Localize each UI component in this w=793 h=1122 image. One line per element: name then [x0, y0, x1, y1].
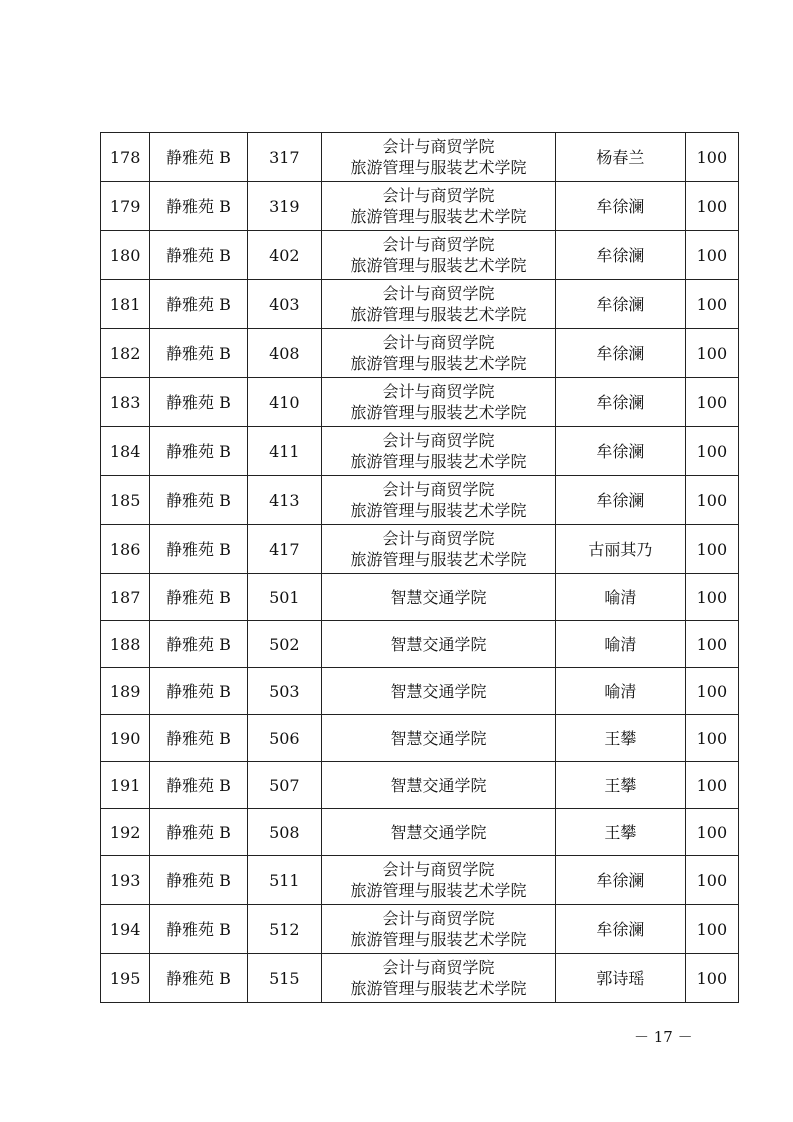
row-number-cell: 183: [101, 378, 150, 427]
row-number-cell: 179: [101, 182, 150, 231]
building-cell: 静雅苑 B: [150, 715, 247, 762]
college-name: 会计与商贸学院: [382, 480, 495, 499]
person-in-charge-cell: 牟徐澜: [556, 427, 686, 476]
table-row: [101, 427, 739, 476]
person-in-charge-cell: 古丽其乃: [556, 525, 686, 574]
score-cell: 100: [685, 621, 738, 668]
college-name: 智慧交通学院: [390, 681, 487, 701]
row-number-cell: 186: [101, 525, 150, 574]
person-in-charge-cell: 牟徐澜: [556, 476, 686, 525]
person-in-charge-cell: 牟徐澜: [556, 231, 686, 280]
building-cell: 静雅苑 B: [150, 856, 247, 905]
table-row: [101, 621, 739, 668]
room-cell: 515: [247, 954, 321, 1003]
room-cell: 410: [247, 378, 321, 427]
score-cell: 100: [685, 954, 738, 1003]
college-name: 会计与商贸学院: [382, 186, 495, 205]
page-number: － 17 －: [634, 1028, 693, 1046]
college-name: 会计与商贸学院: [382, 431, 495, 450]
table-row: [101, 378, 739, 427]
person-in-charge-cell: 喻清: [556, 668, 686, 715]
score-cell: 100: [685, 856, 738, 905]
college-name: 旅游管理与服装艺术学院: [350, 501, 527, 520]
building-cell: 静雅苑 B: [150, 133, 247, 182]
table-row: [101, 231, 739, 280]
row-number-cell: 194: [101, 905, 150, 954]
table-row: [101, 280, 739, 329]
room-cell: 506: [247, 715, 321, 762]
college-name: 会计与商贸学院: [382, 909, 495, 928]
college-name: 智慧交通学院: [390, 587, 487, 607]
college-name: 会计与商贸学院: [382, 333, 495, 352]
dormitory-score-table: [100, 132, 739, 1003]
college-name: 旅游管理与服装艺术学院: [350, 354, 527, 373]
table-row: [101, 182, 739, 231]
college-name: 会计与商贸学院: [382, 382, 495, 401]
score-cell: 100: [685, 905, 738, 954]
room-cell: 402: [247, 231, 321, 280]
building-cell: 静雅苑 B: [150, 427, 247, 476]
table-row: [101, 905, 739, 954]
building-cell: 静雅苑 B: [150, 378, 247, 427]
score-cell: 100: [685, 809, 738, 856]
row-number-cell: 189: [101, 668, 150, 715]
row-number-cell: 178: [101, 133, 150, 182]
building-cell: 静雅苑 B: [150, 329, 247, 378]
building-cell: 静雅苑 B: [150, 668, 247, 715]
room-cell: 417: [247, 525, 321, 574]
college-name: 旅游管理与服装艺术学院: [350, 207, 527, 226]
table-body: [101, 133, 739, 1003]
table-row: [101, 574, 739, 621]
college-cell: [322, 329, 556, 378]
college-name: 旅游管理与服装艺术学院: [350, 403, 527, 422]
college-name: 会计与商贸学院: [382, 235, 495, 254]
college-cell: [322, 809, 556, 856]
row-number-cell: 181: [101, 280, 150, 329]
score-cell: 100: [685, 476, 738, 525]
room-cell: 511: [247, 856, 321, 905]
college-cell: [322, 668, 556, 715]
row-number-cell: 182: [101, 329, 150, 378]
college-name: 旅游管理与服装艺术学院: [350, 305, 527, 324]
room-cell: 408: [247, 329, 321, 378]
person-in-charge-cell: 牟徐澜: [556, 280, 686, 329]
college-cell: [322, 762, 556, 809]
row-number-cell: 185: [101, 476, 150, 525]
college-cell: [322, 280, 556, 329]
row-number-cell: 180: [101, 231, 150, 280]
college-name: 会计与商贸学院: [382, 860, 495, 879]
room-cell: 502: [247, 621, 321, 668]
score-cell: 100: [685, 378, 738, 427]
college-name: 会计与商贸学院: [382, 284, 495, 303]
room-cell: 411: [247, 427, 321, 476]
table-row: [101, 762, 739, 809]
college-name: 旅游管理与服装艺术学院: [350, 881, 527, 900]
table-row: [101, 715, 739, 762]
row-number-cell: 190: [101, 715, 150, 762]
row-number-cell: 191: [101, 762, 150, 809]
college-cell: [322, 856, 556, 905]
row-number-cell: 192: [101, 809, 150, 856]
row-number-cell: 187: [101, 574, 150, 621]
college-cell: [322, 133, 556, 182]
score-cell: 100: [685, 715, 738, 762]
table-row: [101, 133, 739, 182]
building-cell: 静雅苑 B: [150, 182, 247, 231]
table-row: [101, 476, 739, 525]
college-cell: [322, 574, 556, 621]
person-in-charge-cell: 牟徐澜: [556, 856, 686, 905]
table-row: [101, 668, 739, 715]
score-cell: 100: [685, 574, 738, 621]
score-cell: 100: [685, 182, 738, 231]
college-cell: [322, 378, 556, 427]
room-cell: 503: [247, 668, 321, 715]
building-cell: 静雅苑 B: [150, 905, 247, 954]
room-cell: 317: [247, 133, 321, 182]
building-cell: 静雅苑 B: [150, 476, 247, 525]
building-cell: 静雅苑 B: [150, 954, 247, 1003]
person-in-charge-cell: 王攀: [556, 715, 686, 762]
person-in-charge-cell: 郭诗瑶: [556, 954, 686, 1003]
score-cell: 100: [685, 280, 738, 329]
building-cell: 静雅苑 B: [150, 621, 247, 668]
score-cell: 100: [685, 133, 738, 182]
room-cell: 512: [247, 905, 321, 954]
score-cell: 100: [685, 231, 738, 280]
building-cell: 静雅苑 B: [150, 280, 247, 329]
room-cell: 403: [247, 280, 321, 329]
college-name: 会计与商贸学院: [382, 137, 495, 156]
college-name: 旅游管理与服装艺术学院: [350, 452, 527, 471]
score-cell: 100: [685, 525, 738, 574]
college-name: 智慧交通学院: [390, 634, 487, 654]
room-cell: 507: [247, 762, 321, 809]
college-cell: [322, 427, 556, 476]
college-name: 旅游管理与服装艺术学院: [350, 930, 527, 949]
score-cell: 100: [685, 762, 738, 809]
room-cell: 319: [247, 182, 321, 231]
college-name: 智慧交通学院: [390, 775, 487, 795]
person-in-charge-cell: 牟徐澜: [556, 378, 686, 427]
building-cell: 静雅苑 B: [150, 574, 247, 621]
table-row: [101, 809, 739, 856]
table-row: [101, 954, 739, 1003]
row-number-cell: 193: [101, 856, 150, 905]
room-cell: 413: [247, 476, 321, 525]
table-row: [101, 329, 739, 378]
row-number-cell: 184: [101, 427, 150, 476]
person-in-charge-cell: 喻清: [556, 621, 686, 668]
college-name: 旅游管理与服装艺术学院: [350, 256, 527, 275]
college-name: 智慧交通学院: [390, 728, 487, 748]
college-cell: [322, 905, 556, 954]
college-cell: [322, 715, 556, 762]
building-cell: 静雅苑 B: [150, 809, 247, 856]
college-name: 会计与商贸学院: [382, 958, 495, 977]
person-in-charge-cell: 牟徐澜: [556, 182, 686, 231]
table-row: [101, 525, 739, 574]
row-number-cell: 188: [101, 621, 150, 668]
person-in-charge-cell: 牟徐澜: [556, 329, 686, 378]
person-in-charge-cell: 牟徐澜: [556, 905, 686, 954]
college-cell: [322, 954, 556, 1003]
college-cell: [322, 231, 556, 280]
college-cell: [322, 621, 556, 668]
building-cell: 静雅苑 B: [150, 231, 247, 280]
room-cell: 508: [247, 809, 321, 856]
building-cell: 静雅苑 B: [150, 525, 247, 574]
person-in-charge-cell: 王攀: [556, 762, 686, 809]
score-cell: 100: [685, 329, 738, 378]
person-in-charge-cell: 喻清: [556, 574, 686, 621]
row-number-cell: 195: [101, 954, 150, 1003]
building-cell: 静雅苑 B: [150, 762, 247, 809]
college-name: 旅游管理与服装艺术学院: [350, 550, 527, 569]
college-name: 旅游管理与服装艺术学院: [350, 158, 527, 177]
college-name: 会计与商贸学院: [382, 529, 495, 548]
score-cell: 100: [685, 427, 738, 476]
person-in-charge-cell: 杨春兰: [556, 133, 686, 182]
college-cell: [322, 182, 556, 231]
college-cell: [322, 476, 556, 525]
room-cell: 501: [247, 574, 321, 621]
college-cell: [322, 525, 556, 574]
table-row: [101, 856, 739, 905]
score-cell: 100: [685, 668, 738, 715]
college-name: 旅游管理与服装艺术学院: [350, 979, 527, 998]
person-in-charge-cell: 王攀: [556, 809, 686, 856]
college-name: 智慧交通学院: [390, 822, 487, 842]
